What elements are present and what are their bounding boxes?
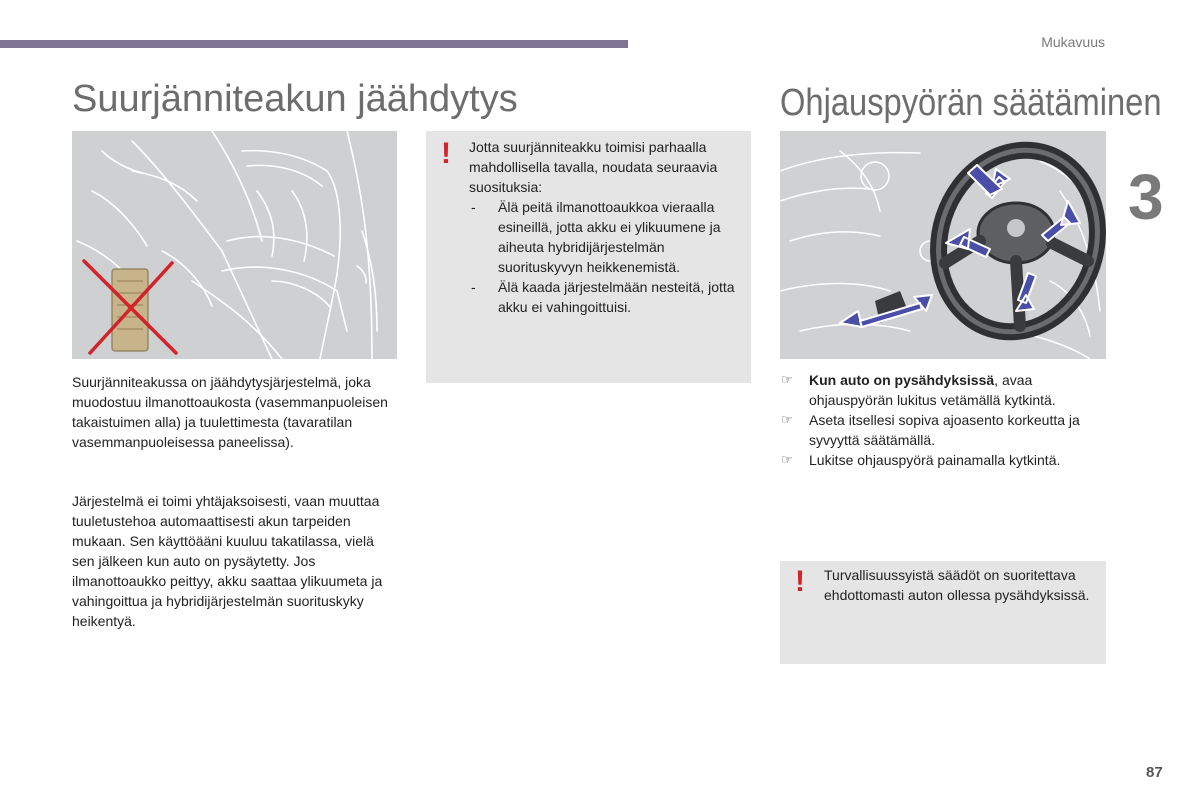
warning-exclamation-icon: !: [795, 565, 805, 598]
list-item: [780, 370, 1105, 410]
safety-warning-text: Turvallisuussyistä säädöt on suoritettava ehdottomasti auton ollessa pysähdyksissä.: [824, 567, 1090, 603]
header-accent-bar: [0, 40, 628, 48]
cooling-system-description: Suurjänniteakussa on jäähdytysjärjestelmä, joka muodostuu ilmanottoaukosta (vasemmanpuoleisen takaistuimen alla) ja tuulettimesta (tavaratilan vasemmanpuoleisessa paneelissa).: [72, 374, 388, 450]
instruction-text: Aseta itsellesi sopiva ajoasento korkeutta ja syvyyttä säätämällä.: [809, 412, 1080, 448]
warning-item-text: Älä peitä ilmanottoaukkoa vieraalla esineillä, jotta akku ei ylikuumene ja aiheuta hybridijärjestelmän suorituskyvyn heikkenemistä.: [498, 199, 721, 275]
chapter-number: 3: [1128, 161, 1162, 233]
right-section-title: Ohjauspyörän säätäminen: [780, 82, 1162, 124]
list-item: [780, 410, 1105, 450]
safety-warning-box: [780, 561, 1106, 664]
warning-list: [469, 197, 749, 317]
steering-instructions: [780, 370, 1105, 470]
list-item: [469, 277, 749, 317]
pointing-hand-icon: ☞: [781, 372, 793, 387]
section-label: Mukavuus: [1041, 34, 1105, 50]
warning-item-text: Älä kaada järjestelmään nesteitä, jotta akku ei vahingoittuisi.: [498, 279, 735, 315]
left-section-title: Suurjänniteakun jäähdytys: [72, 78, 518, 120]
cooling-operation-description: Järjestelmä ei toimi yhtäjaksoisesti, vaan muuttaa tuuletustehoa automaattisesti akun tarpeiden mukaan. Sen käyttöääni kuuluu takatilassa, vielä sen jälkeen kun auto on pysäytetty. Jos ilmanottoaukko peittyy, akku saattaa ylikuumeta ja vahingoittua ja hybridijärjestelmän suorituskyky heikentyä.: [72, 493, 383, 629]
rear-seat-drawing: [72, 131, 397, 359]
dash-bullet: -: [471, 199, 476, 215]
instruction-emphasis: Kun auto on pysähdyksissä: [809, 372, 995, 388]
battery-air-intake-illustration: [72, 131, 397, 359]
list-item: [469, 197, 749, 277]
dash-bullet: -: [471, 279, 476, 295]
pointing-hand-icon: ☞: [781, 452, 793, 467]
steering-wheel-illustration: [780, 131, 1106, 359]
warning-intro: Jotta suurjänniteakku toimisi parhaalla mahdollisella tavalla, noudata seuraavia suosituksia:: [469, 139, 718, 195]
warning-exclamation-icon: !: [441, 137, 451, 170]
instruction-text: Lukitse ohjauspyörä painamalla kytkintä.: [809, 452, 1061, 468]
list-item: [780, 450, 1105, 470]
page-number: 87: [1146, 764, 1163, 781]
pointing-hand-icon: ☞: [781, 412, 793, 427]
instruction-text: , avaa ohjauspyörän lukitus vetämällä kytkintä.: [809, 372, 1056, 408]
steering-wheel-drawing: [780, 131, 1106, 359]
battery-warning-box: [426, 131, 751, 383]
